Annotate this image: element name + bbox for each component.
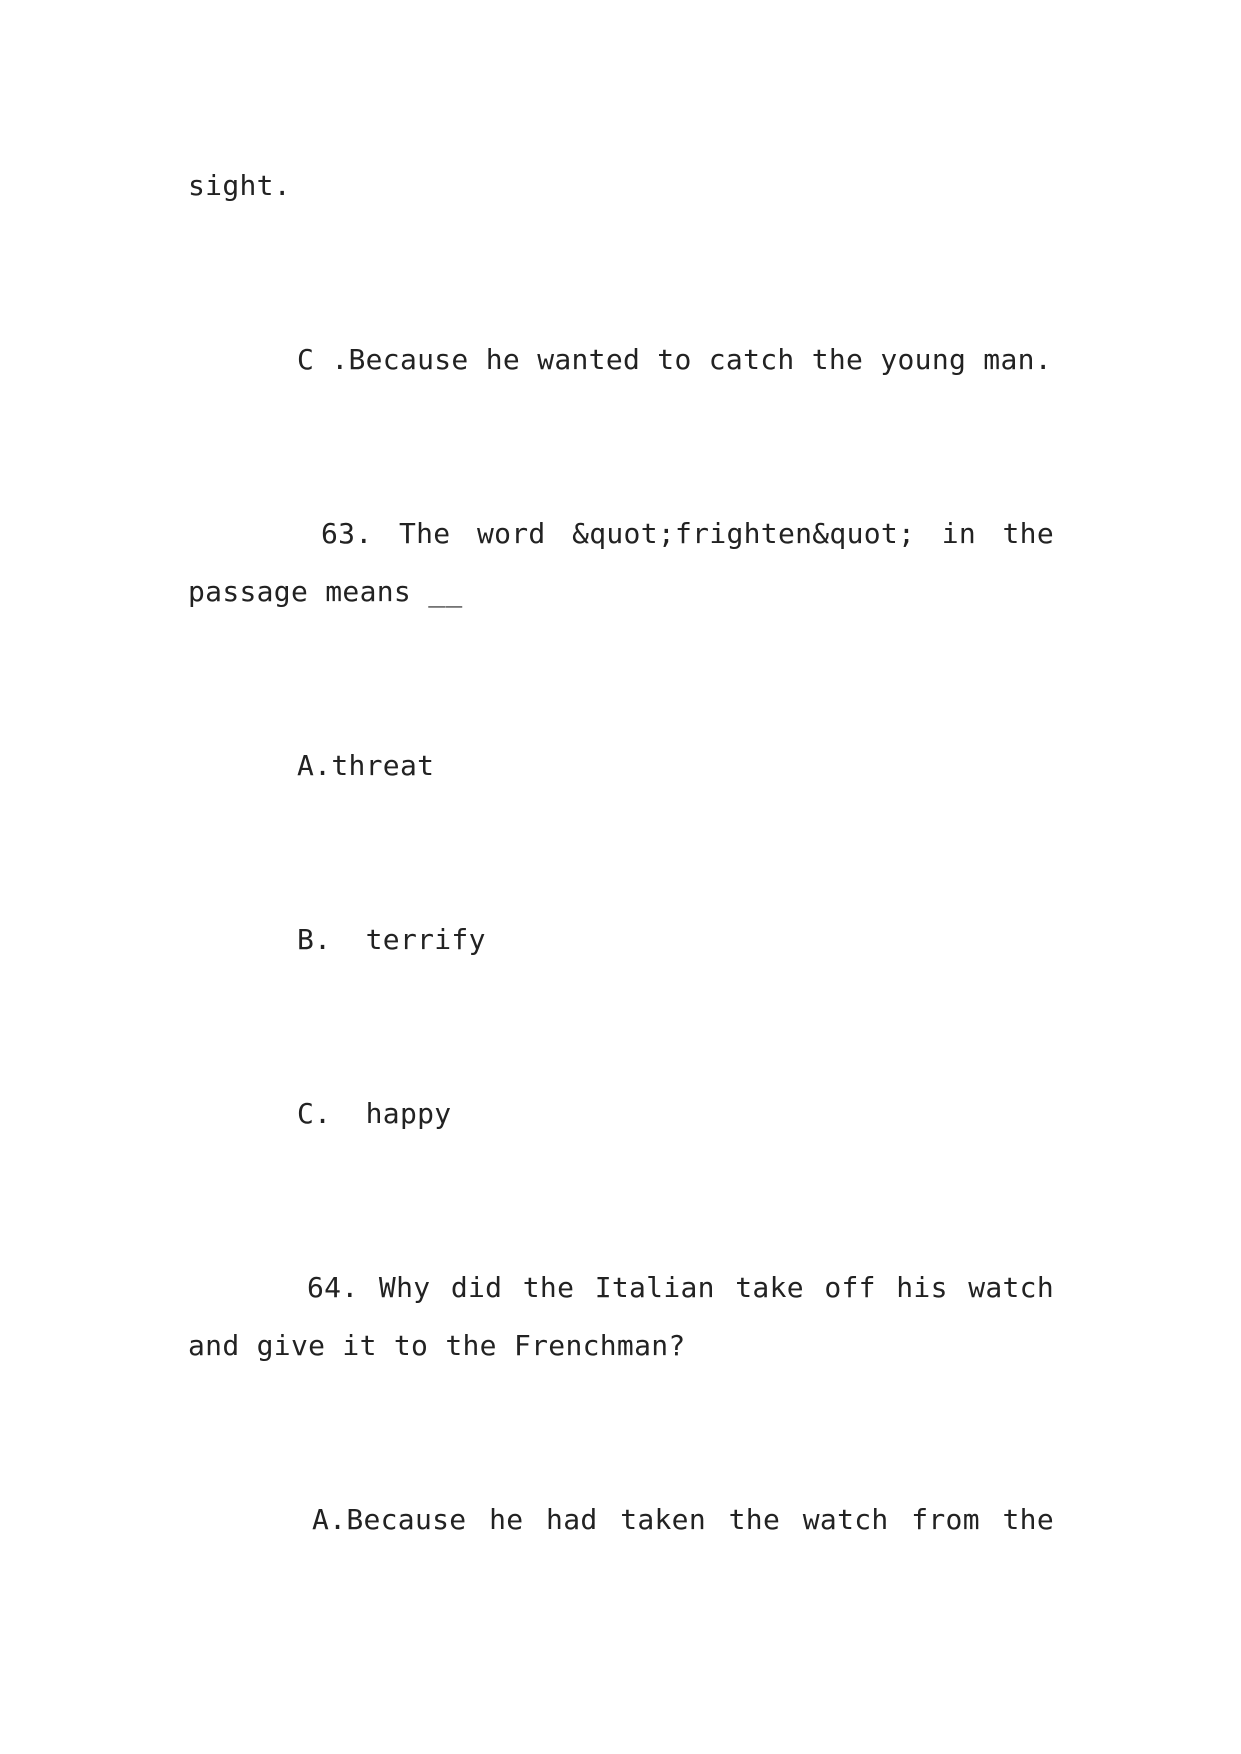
option-c-q63: C. happy — [297, 1097, 452, 1130]
question-63-line2: passage means __ — [188, 575, 463, 608]
question-64-line1: 64. Why did the Italian take off his watch — [307, 1271, 1054, 1304]
question-63-line1: 63. The word &quot;frighten&quot; in the — [321, 517, 1054, 550]
question-64-line2: and give it to the Frenchman? — [188, 1329, 686, 1362]
option-a-q63: A.threat — [297, 749, 435, 782]
text-line-sight: sight. — [188, 169, 291, 202]
option-a-q64: A.Because he had taken the watch from the — [312, 1503, 1054, 1536]
option-b-q63: B. terrify — [297, 923, 486, 956]
option-c-q62: C .Because he wanted to catch the young man. — [297, 343, 1052, 376]
